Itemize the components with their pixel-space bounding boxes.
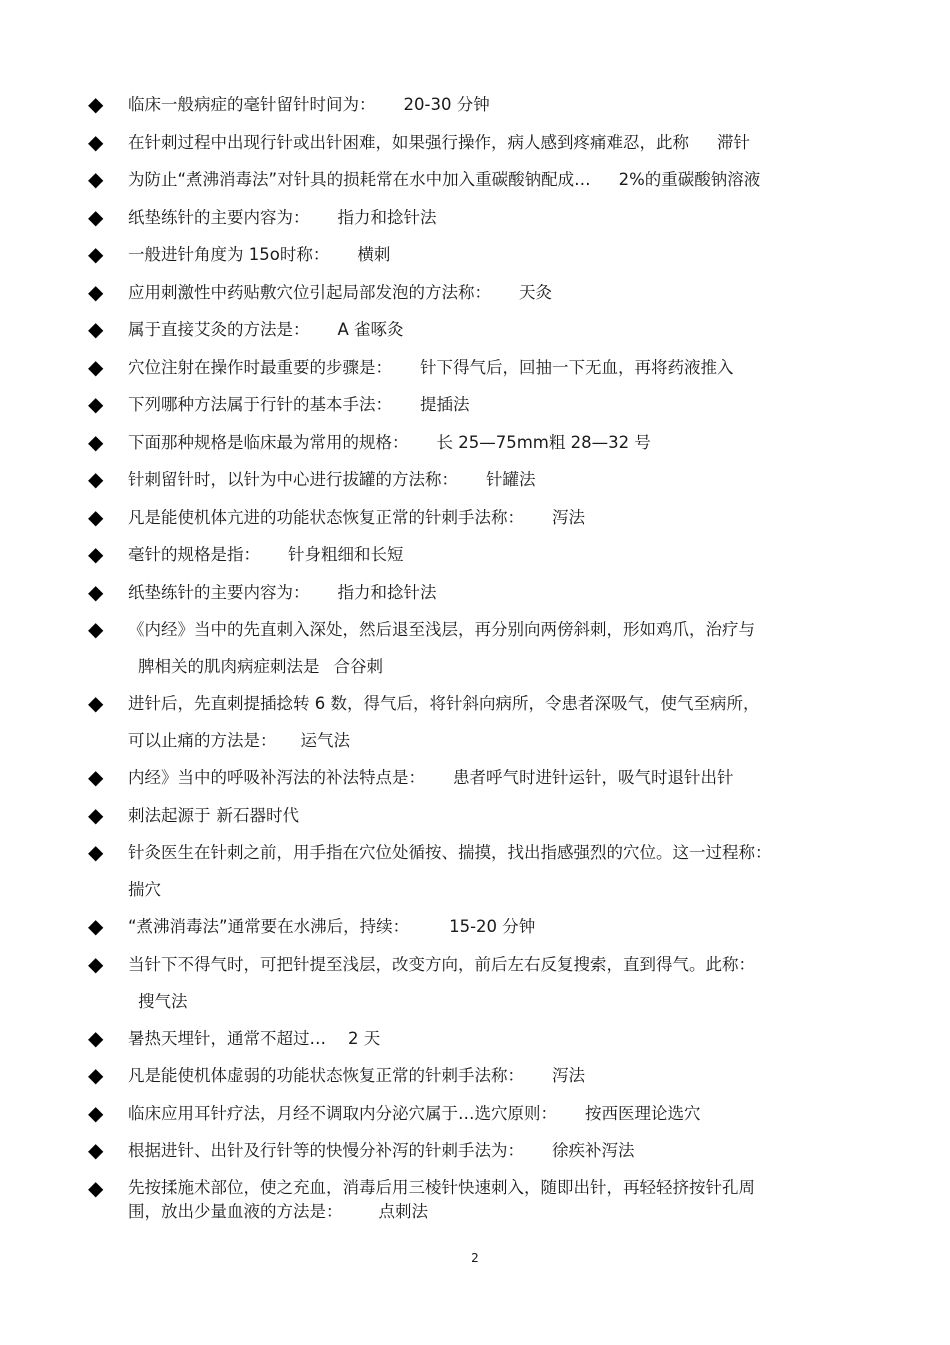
answer-text: 2 天	[348, 1028, 381, 1048]
diamond-bullet-icon: ◆	[88, 204, 104, 229]
question-text: 内经》当中的呼吸补泻法的补法特点是：	[128, 768, 425, 787]
question-text-continued: 脾相关的肌肉病症刺法是	[138, 657, 320, 676]
list-item	[88, 908, 848, 946]
list-item	[88, 1132, 848, 1170]
diamond-bullet-icon: ◆	[88, 167, 104, 191]
question-text: 属于直接艾灸的方法是：	[128, 320, 310, 339]
answer-text: 2%的重碳酸钠溶液	[618, 170, 761, 189]
diamond-bullet-icon: ◆	[88, 542, 104, 566]
diamond-bullet-icon: ◆	[88, 504, 104, 529]
question-text: 临床应用耳针疗法，月经不调取内分泌穴属于…选穴原则：	[128, 1103, 557, 1123]
question-text: 下面那种规格是临床最为常用的规格：	[128, 432, 409, 452]
list-item	[88, 461, 848, 499]
diamond-bullet-icon: ◆	[88, 1025, 104, 1050]
diamond-bullet-icon: ◆	[88, 1063, 104, 1087]
list-item	[88, 86, 848, 124]
answer-text: 按西医理论选穴	[585, 1103, 701, 1123]
diamond-bullet-icon: ◆	[88, 354, 104, 379]
diamond-bullet-icon: ◆	[88, 1100, 104, 1125]
list-item	[88, 124, 848, 162]
question-text: 穴位注射在操作时最重要的步骤是：	[128, 357, 392, 377]
diamond-bullet-icon: ◆	[88, 691, 104, 715]
diamond-bullet-icon: ◆	[88, 429, 104, 454]
question-continuation	[128, 983, 848, 1020]
diamond-bullet-icon: ◆	[88, 840, 104, 864]
answer-text: 针下得气后，回抽一下无血，再将药液推入	[420, 357, 734, 377]
answer-text: 合谷刺	[333, 657, 383, 676]
diamond-bullet-icon: ◆	[88, 802, 104, 827]
list-item	[88, 834, 848, 908]
list-item	[88, 274, 848, 312]
question-text: 凡是能使机体虚弱的功能状态恢复正常的针刺手法称：	[128, 1066, 524, 1085]
answer-text: 指力和捻针法	[337, 582, 437, 602]
list-item	[88, 1020, 848, 1058]
answer-text: 新石器时代	[216, 805, 299, 825]
question-text: 纸垫练针的主要内容为：	[128, 582, 310, 602]
diamond-bullet-icon: ◆	[88, 1138, 104, 1162]
answer-text: 20-30 分钟	[403, 95, 490, 114]
question-continuation	[128, 871, 848, 908]
answer-text: 针罐法	[486, 470, 536, 489]
list-item	[88, 685, 848, 759]
answer-text: 15-20 分钟	[449, 917, 536, 936]
question-text: 一般进针角度为 15o时称：	[128, 245, 330, 264]
answer-text: 泻法	[552, 507, 585, 527]
list-item	[88, 611, 848, 685]
list-item	[88, 797, 848, 835]
question-text: 凡是能使机体亢进的功能状态恢复正常的针刺手法称：	[128, 507, 524, 527]
answer-text: 横刺	[357, 245, 391, 264]
question-text: 临床一般病症的毫针留针时间为：	[128, 95, 376, 114]
diamond-bullet-icon: ◆	[88, 242, 104, 266]
list-item	[88, 574, 848, 612]
answer-text: 泻法	[552, 1066, 585, 1085]
list-item	[88, 536, 848, 574]
question-text: 进针后，先直刺提插捻转 6 数，得气后，将针斜向病所，令患者深吸气，使气至病所，	[128, 694, 760, 713]
diamond-bullet-icon: ◆	[88, 951, 104, 976]
diamond-bullet-icon: ◆	[88, 317, 104, 341]
list-item	[88, 759, 848, 797]
question-text-continued: 围，放出少量血液的方法是：	[128, 1201, 343, 1221]
diamond-bullet-icon: ◆	[88, 129, 104, 154]
answer-text: 搜气法	[138, 991, 188, 1011]
answer-text: 针身粗细和长短	[288, 545, 404, 564]
diamond-bullet-icon: ◆	[88, 579, 104, 604]
list-item	[88, 1095, 848, 1133]
question-text: 根据进针、出针及行针等的快慢分补泻的针刺手法为：	[128, 1141, 524, 1160]
question-text: 下列哪种方法属于行针的基本手法：	[128, 395, 392, 414]
answer-text: 指力和捻针法	[337, 207, 437, 227]
diamond-bullet-icon: ◆	[88, 1175, 104, 1200]
list-item	[88, 1057, 848, 1095]
question-text: 暑热天埋针，通常不超过…	[128, 1028, 326, 1048]
question-text: 在针刺过程中出现行针或出针困难，如果强行操作，病人感到疼痛难忍，此称	[128, 132, 689, 152]
diamond-bullet-icon: ◆	[88, 279, 104, 304]
question-continuation	[128, 722, 848, 759]
question-text: 先按揉施术部位，使之充血，消毒后用三棱针快速刺入，随即出针，再轻轻挤按针孔周	[128, 1177, 755, 1197]
question-list	[88, 86, 848, 1230]
diamond-bullet-icon: ◆	[88, 392, 104, 416]
diamond-bullet-icon: ◆	[88, 467, 104, 491]
list-item	[88, 499, 848, 537]
list-item	[88, 236, 848, 274]
answer-text: 运气法	[300, 731, 350, 750]
answer-text: 天灸	[519, 282, 552, 302]
question-text: 应用刺激性中药贴敷穴位引起局部发泡的方法称：	[128, 282, 491, 302]
list-item	[88, 386, 848, 424]
question-text: 刺法起源于	[128, 805, 211, 825]
answer-text: 点刺法	[378, 1201, 428, 1221]
answer-text: 滞针	[717, 132, 750, 152]
question-continuation	[128, 648, 848, 685]
diamond-bullet-icon: ◆	[88, 765, 104, 789]
answer-text: 揣穴	[128, 880, 161, 899]
question-text: 针灸医生在针刺之前，用手指在穴位处循按、揣摸，找出指感强烈的穴位。这一过程称：	[128, 843, 772, 862]
answer-text: 患者呼气时进针运针，吸气时退针出针	[453, 768, 734, 787]
answer-text: 徐疾补泻法	[552, 1141, 635, 1160]
diamond-bullet-icon: ◆	[88, 914, 104, 938]
question-text: 当针下不得气时，可把针提至浅层，改变方向，前后左右反复搜索，直到得气。此称：	[128, 954, 755, 974]
list-item	[88, 424, 848, 462]
question-text: 针刺留针时，以针为中心进行拔罐的方法称：	[128, 470, 458, 489]
question-text-continued: 可以止痛的方法是：	[128, 731, 277, 750]
list-item	[88, 199, 848, 237]
question-text: “煮沸消毒法”通常要在水沸后，持续：	[128, 917, 410, 936]
answer-text: 提插法	[420, 395, 470, 414]
list-item	[88, 311, 848, 349]
answer-text: A 雀啄灸	[337, 320, 404, 339]
list-item	[88, 946, 848, 1020]
question-text: 毫针的规格是指：	[128, 545, 260, 564]
diamond-bullet-icon: ◆	[88, 92, 104, 116]
list-item	[88, 1170, 848, 1230]
list-item	[88, 161, 848, 199]
list-item	[88, 349, 848, 387]
page-number: 2	[471, 1251, 479, 1265]
question-text: 纸垫练针的主要内容为：	[128, 207, 310, 227]
question-text: 为防止“煮沸消毒法”对针具的损耗常在水中加入重碳酸钠配成…	[128, 170, 591, 189]
diamond-bullet-icon: ◆	[88, 617, 104, 641]
question-text: 《内经》当中的先直刺入深处，然后退至浅层，再分别向两傍斜刺，形如鸡爪，治疗与	[128, 620, 755, 639]
answer-text: 长 25—75mm粗 28—32 号	[436, 432, 651, 452]
